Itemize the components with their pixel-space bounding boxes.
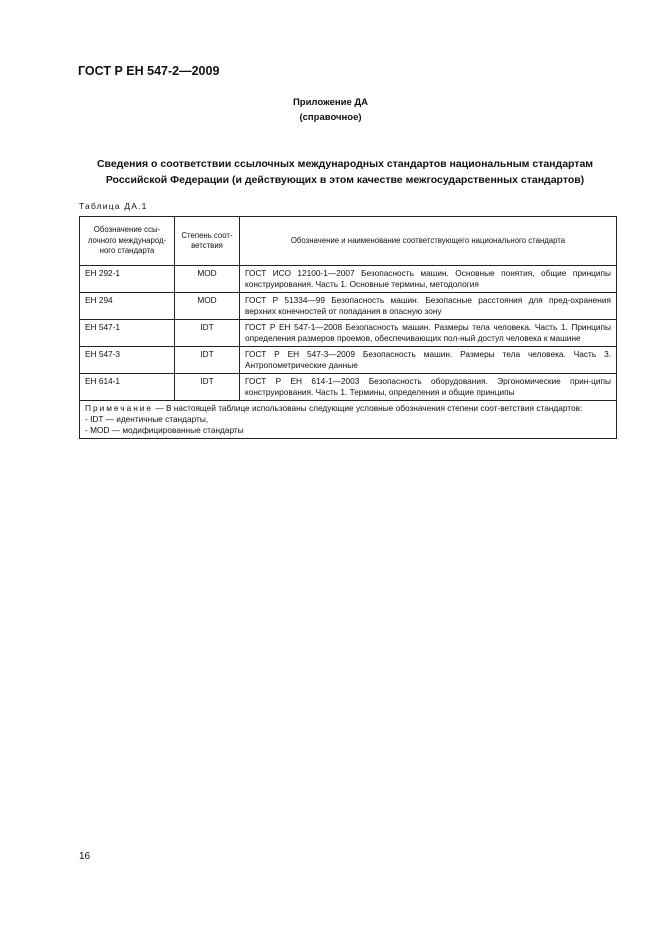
page-number: 16 [79, 851, 91, 862]
cell-ref: ЕН 547-3 [80, 347, 175, 374]
note-item-idt: - IDT — идентичные стандарты, [85, 414, 209, 424]
annex-title: Приложение ДА [292, 97, 369, 108]
cell-ref: ЕН 294 [80, 293, 175, 320]
note-label: Примечание [85, 403, 154, 413]
cell-ref: ЕН 547-1 [80, 320, 175, 347]
document-code: ГОСТ Р ЕН 547-2—2009 [78, 64, 220, 78]
header-international-standard: Обозначение ссы-лочного международ-ного стандарта [80, 217, 175, 266]
section-title [70, 156, 620, 188]
annex-heading [0, 95, 661, 125]
cell-degree: IDT [175, 320, 240, 347]
cell-degree: MOD [175, 293, 240, 320]
note-body: — В настоящей таблице использованы следующие условные обозначения степени соот-ветствия стандартов: [153, 403, 583, 413]
table-row [80, 320, 617, 347]
section-title-line-1: Сведения о соответствии ссылочных международных стандартов национальным стандартам [96, 158, 594, 170]
header-national-standard: Обозначение и наименование соответствующего национального стандарта [240, 217, 617, 266]
cell-ref: ЕН 614-1 [80, 374, 175, 401]
table-row [80, 374, 617, 401]
cell-ref: ЕН 292-1 [80, 266, 175, 293]
table-header-row [80, 217, 617, 266]
table-caption: Таблица ДА.1 [79, 201, 148, 211]
table-row [80, 266, 617, 293]
cell-national: ГОСТ Р 51334—99 Безопасность машин. Безопасные расстояния для пред-охранения верхних конечностей от попадания в опасную зону [240, 293, 617, 320]
cell-degree: MOD [175, 266, 240, 293]
table-row [80, 347, 617, 374]
cell-national: ГОСТ Р ЕН 614-1—2003 Безопасность оборудования. Эргономические прин-ципы конструирования. Часть 1. Термины, определения и общие принципы [240, 374, 617, 401]
note-item-mod: - MOD — модифицированные стандарты [85, 425, 244, 435]
section-title-line-2: Российской Федерации (и действующих в этом качестве межгосударственных стандартов) [105, 174, 585, 186]
cell-national: ГОСТ Р ЕН 547-3—2009 Безопасность машин. Размеры тела человека. Часть 3. Антропометрические данные [240, 347, 617, 374]
cell-degree: IDT [175, 347, 240, 374]
note-text [85, 403, 611, 414]
cell-degree: IDT [175, 374, 240, 401]
table-row [80, 293, 617, 320]
header-degree-of-correspondence: Степень соот-ветствия [175, 217, 240, 266]
correspondence-table [79, 216, 617, 439]
annex-subtitle: (справочное) [299, 112, 362, 123]
table-note-row [80, 401, 617, 439]
cell-national: ГОСТ ИСО 12100-1—2007 Безопасность машин. Основные понятия, общие принципы конструирования. Часть 1. Основные термины, методология [240, 266, 617, 293]
cell-national: ГОСТ Р ЕН 547-1—2008 Безопасность машин. Размеры тела человека. Часть 1. Принципы определения размеров проемов, обеспечивающих пол-ный доступ человека к машине [240, 320, 617, 347]
table-note [80, 401, 617, 439]
